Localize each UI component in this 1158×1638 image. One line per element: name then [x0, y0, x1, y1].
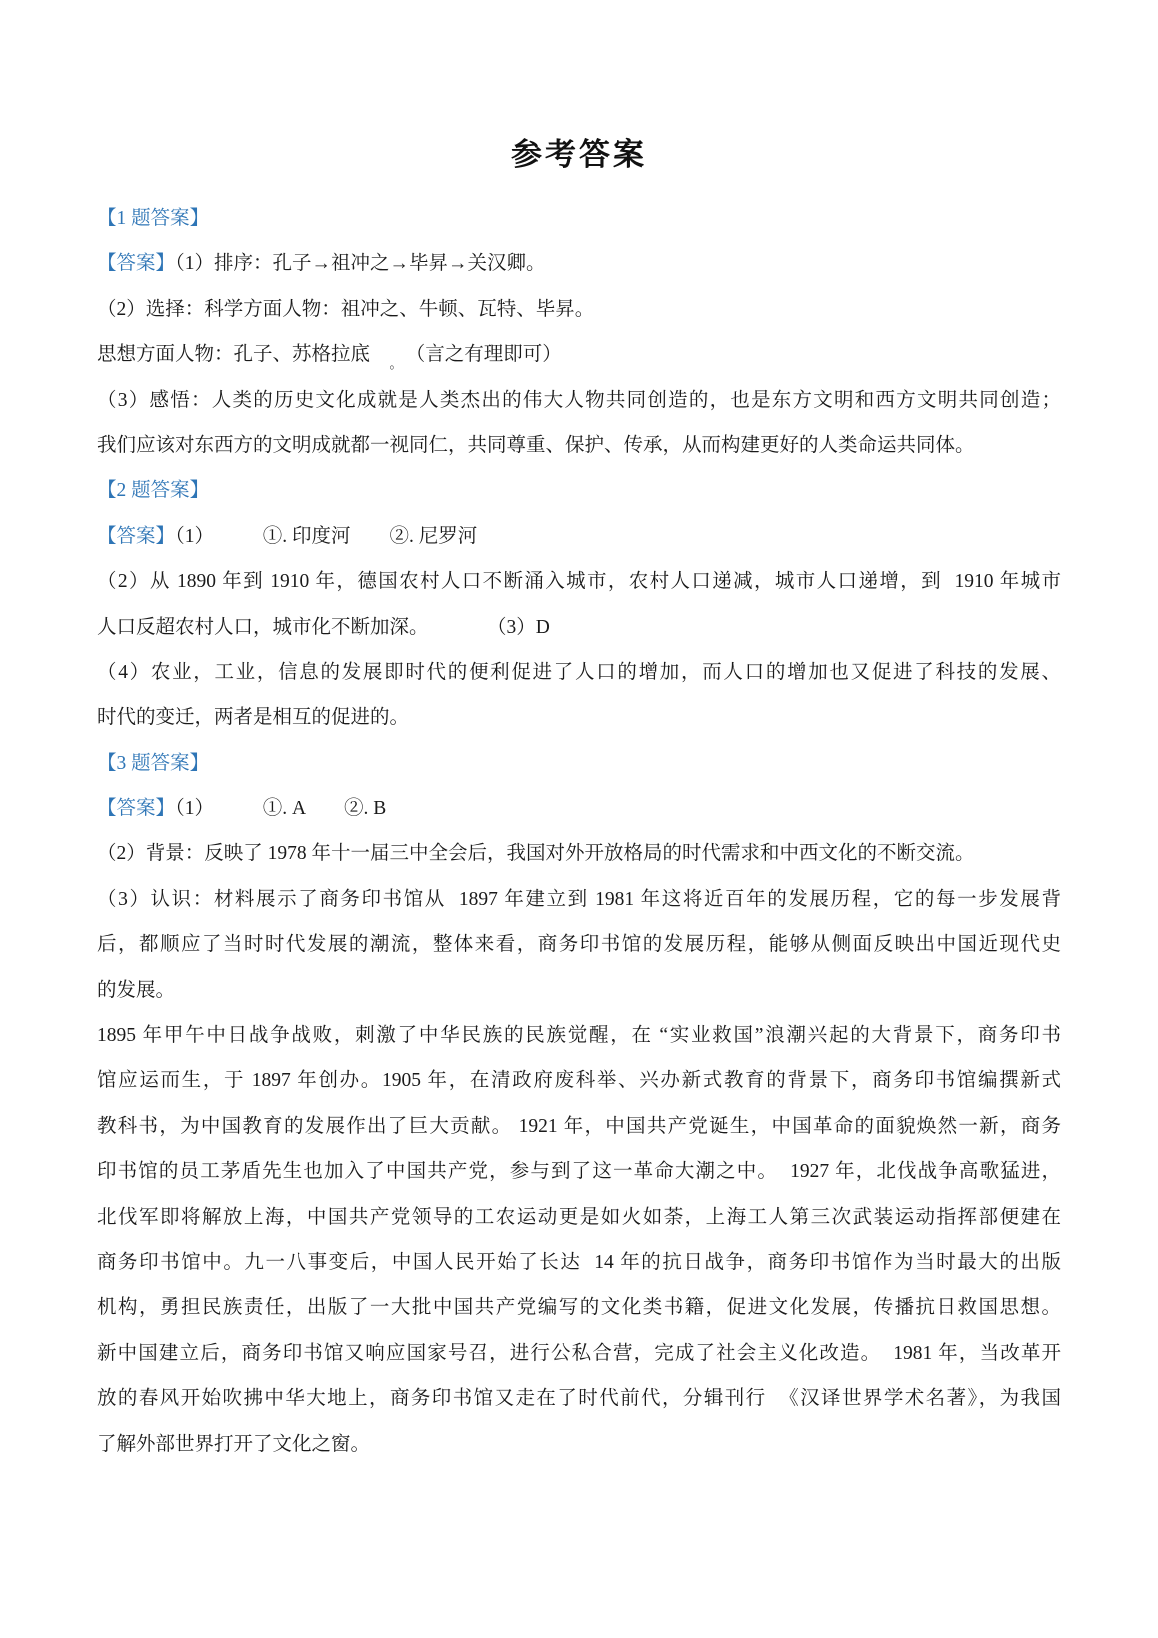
answer-text: 时代的变迁，两者是相互的促进的。	[97, 707, 410, 729]
answer-line	[97, 423, 1061, 468]
answer-section-3	[97, 741, 1061, 1467]
answer-text: 1895 年甲午中日战争战败，刺激了中华民族的民族觉醒，在 “实业救国”浪潮兴起的大背景下，商务印书	[97, 1025, 1061, 1047]
answer-text: （2）从 1890 年到 1910 年，德国农村人口不断涌入城市，农村人口递减，城市人口递增，到 1910 年城市	[97, 571, 1061, 593]
answer-line	[97, 1104, 1061, 1149]
answer-text: （1）排序：孔子→祖冲之→毕昇→关汉卿。	[175, 253, 546, 275]
answer-line	[97, 1058, 1061, 1103]
answer-label: 【答案】	[97, 525, 176, 547]
answer-line	[97, 1195, 1061, 1240]
answer-line	[97, 241, 1061, 286]
answer-text: （3）认识：材料展示了商务印书馆从 1897 年建立到 1981 年这将近百年的发展历程，它的每一步发展背	[97, 888, 1061, 910]
answer-line	[97, 1331, 1061, 1376]
answer-text: 印书馆的员工茅盾先生也加入了中国共产党，参与到了这一革命大潮之中。 1927 年，北伐战争高歌猛进，	[97, 1161, 1061, 1183]
document-body	[97, 196, 1061, 1467]
answer-line	[97, 877, 1061, 922]
answer-line	[97, 1422, 1061, 1467]
answer-text: 我们应该对东西方的文明成就都一视同仁，共同尊重、保护、传承，从而构建更好的人类命运共同体。	[97, 434, 975, 456]
answer-line	[97, 1376, 1061, 1421]
answer-line	[97, 922, 1061, 967]
answer-line	[97, 287, 1061, 332]
answer-line	[97, 831, 1061, 876]
answer-line	[97, 378, 1061, 423]
answer-text: 放的春风开始吹拂中华大地上，商务印书馆又走在了时代前代，分辑刊行 《汉译世界学术名著》，为我国	[97, 1388, 1061, 1410]
answer-section-1	[97, 196, 1061, 468]
answer-line	[97, 332, 1061, 377]
answer-line	[97, 1240, 1061, 1285]
answer-line	[97, 559, 1061, 604]
answer-line	[97, 695, 1061, 740]
answer-line	[97, 1285, 1061, 1330]
section-header: 【3 题答案】	[97, 752, 210, 774]
answer-line	[97, 650, 1061, 695]
answer-line	[97, 968, 1061, 1013]
answer-text: 北伐军即将解放上海，中国共产党领导的工农运动更是如火如荼，上海工人第三次武装运动指挥部便建在	[97, 1206, 1061, 1228]
section-header: 【2 题答案】	[97, 480, 210, 502]
answer-line	[97, 1013, 1061, 1058]
answer-line	[97, 605, 1061, 650]
answer-text: 商务印书馆中。九一八事变后，中国人民开始了长达 14 年的抗日战争，商务印书馆作为当时最大的出版	[97, 1251, 1061, 1273]
answer-label: 【答案】	[97, 253, 176, 275]
answer-text: 人口反超农村人口，城市化不断加深。 （3）D	[97, 616, 550, 638]
answer-text: 机构，勇担民族责任，出版了一大批中国共产党编写的文化类书籍，促进文化发展，传播抗日救国思想。	[97, 1297, 1061, 1319]
answer-text: （2）背景：反映了 1978 年十一届三中全会后，我国对外开放格局的时代需求和中西文化的不断交流。	[97, 843, 975, 865]
answer-line	[97, 1149, 1061, 1194]
answer-section-2	[97, 468, 1061, 740]
answer-text: （3）感悟：人类的历史文化成就是人类杰出的伟大人物共同创造的，也是东方文明和西方文明共同创造；	[97, 389, 1061, 411]
answer-text: 教科书，为中国教育的发展作出了巨大贡献。 1921 年，中国共产党诞生，中国革命的面貌焕然一新，商务	[97, 1115, 1061, 1137]
answer-text: （4）农业，工业，信息的发展即时代的便利促进了人口的增加，而人口的增加也又促进了科技的发展、	[97, 661, 1061, 683]
answer-line	[97, 786, 1061, 831]
answer-text: 。	[389, 356, 397, 372]
answer-line	[97, 514, 1061, 559]
answer-text: （2）选择：科学方面人物：祖冲之、牛顿、瓦特、毕昇。	[97, 298, 595, 320]
answer-text: （1） ①. A ②. B	[175, 798, 387, 820]
answer-text: （言之有理即可）	[396, 344, 562, 366]
section-header: 【1 题答案】	[97, 208, 210, 229]
page-title: 参考答案	[511, 137, 647, 172]
answer-text: （1） ①. 印度河 ②. 尼罗河	[175, 525, 478, 547]
answer-text: 思想方面人物：孔子、苏格拉底	[97, 344, 390, 366]
answer-text: 后，都顺应了当时时代发展的潮流，整体来看，商务印书馆的发展历程，能够从侧面反映出中国近现代史	[97, 934, 1061, 956]
answer-label: 【答案】	[97, 798, 176, 820]
answer-text: 的发展。	[97, 979, 176, 1001]
answer-text: 了解外部世界打开了文化之窗。	[97, 1433, 371, 1455]
answer-text: 新中国建立后，商务印书馆又响应国家号召，进行公私合营，完成了社会主义化改造。 1981 年，当改革开	[97, 1342, 1061, 1364]
answer-text: 馆应运而生，于 1897 年创办。1905 年，在清政府废科举、兴办新式教育的背景下，商务印书馆编撰新式	[97, 1070, 1061, 1092]
